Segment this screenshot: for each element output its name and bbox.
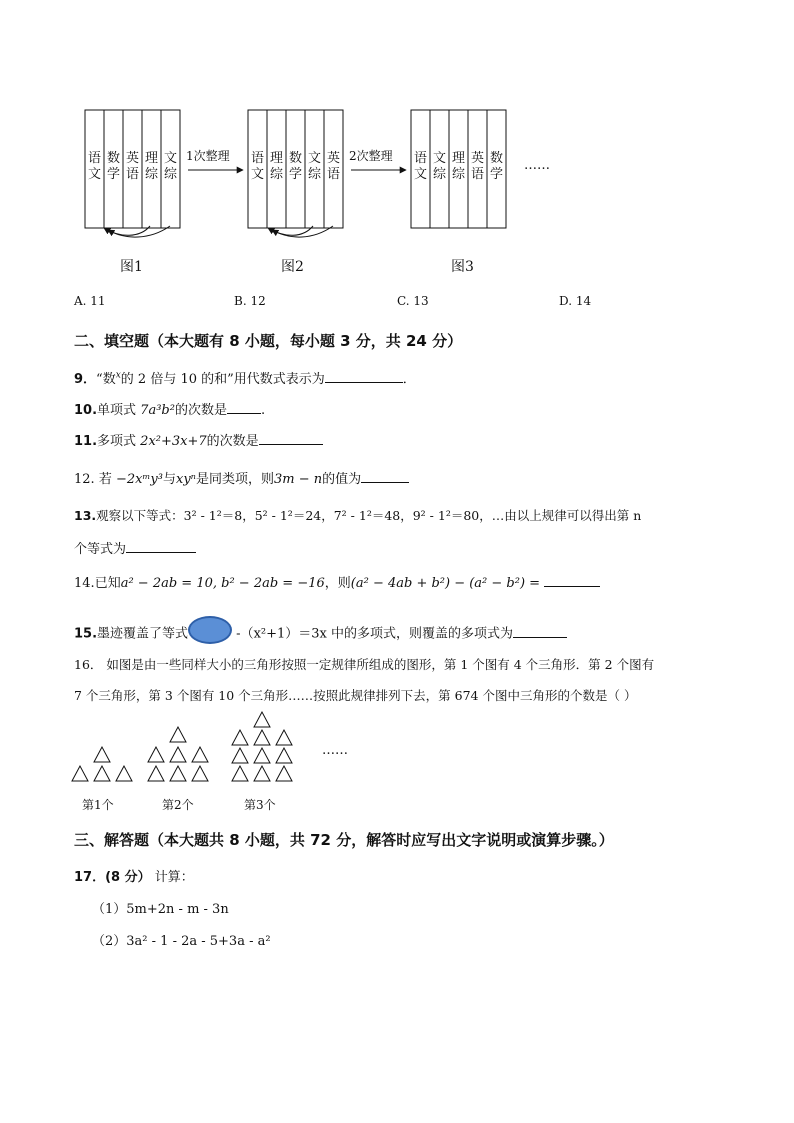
q17-part-1: （1）5m+2n - m - 3n — [92, 902, 229, 917]
q15-number: 15. — [74, 626, 98, 642]
tri-1-1 — [94, 747, 110, 762]
q12-text-d: 的值为 — [322, 472, 362, 487]
q16-number: 16． — [74, 657, 103, 672]
q16-line2: 7 个三角形，第 3 个图有 10 个三角形……按照此规律排列下去，第 674 个图中三角形的个数是（ ） — [74, 688, 637, 703]
option-d[interactable]: D. 14 — [559, 294, 592, 308]
q12-expr3: 3m − n — [273, 472, 323, 487]
tri-3-8 — [232, 766, 248, 781]
q12-expr1: −2xᵐy³ — [115, 472, 163, 487]
book-3-2: 文综 — [432, 151, 446, 182]
caption-fig1: 图1 — [120, 259, 143, 275]
book-1-5: 文综 — [163, 151, 177, 182]
q13-equations: 3² - 1²＝8，5² - 1²＝24，7² - 1²＝48，9² - 1²＝80， — [183, 508, 492, 523]
triangle-figure-2 — [148, 727, 208, 781]
book-1-3: 英语 — [125, 151, 139, 182]
q13-text-b: …由以上规律可以得出第 n — [491, 508, 642, 523]
triangle-figure-3 — [232, 712, 292, 781]
question-13-line2 — [74, 538, 196, 557]
question-16 — [74, 655, 654, 673]
q17-part-2: （2）3a² - 1 - 2a - 5+3a - a² — [92, 934, 271, 949]
book-2-1: 语文 — [250, 151, 264, 182]
q17-text: 计算： — [150, 870, 194, 885]
tri-3-1 — [254, 712, 270, 727]
question-15 — [74, 620, 567, 648]
tri-2-3 — [170, 747, 186, 762]
q13-text-a: 观察以下等式： — [96, 508, 184, 523]
book-2-4: 文综 — [307, 151, 321, 182]
q14-number: 14. — [74, 576, 95, 591]
question-16-line2 — [74, 686, 636, 704]
book-2-5: 英语 — [326, 151, 340, 182]
q10-text-a: 单项式 — [97, 403, 141, 418]
tri-3-5 — [232, 748, 248, 763]
question-14 — [74, 572, 600, 591]
q14-expr: (a² − 4ab + b²) − (a² − b²) = — [350, 576, 541, 591]
q14-text-a: 已知 — [94, 576, 121, 591]
triangle-caption-2: 第2个 — [162, 798, 194, 812]
q11-text-b: 的次数是 — [206, 434, 259, 449]
q12-number: 12. — [74, 472, 95, 487]
tri-3-3 — [254, 730, 270, 745]
tri-1-2 — [72, 766, 88, 781]
q14-condition: a² − 2ab = 10, b² − 2ab = −16 — [120, 576, 325, 591]
q10-end: . — [260, 403, 266, 418]
option-a[interactable]: A. 11 — [74, 294, 106, 308]
question-11 — [74, 430, 323, 449]
q12-text-b: 与 — [162, 472, 176, 487]
q16-line1: 如图是由一些同样大小的三角形按照一定规律所组成的图形，第 1 个图有 4 个三角形．第 2 个图有 — [102, 657, 655, 672]
q12-expr2: xyⁿ — [176, 472, 196, 487]
tri-2-4 — [192, 747, 208, 762]
question-9 — [74, 368, 416, 387]
tri-2-5 — [148, 766, 164, 781]
q14-answer-blank[interactable] — [544, 573, 600, 587]
tri-1-4 — [116, 766, 132, 781]
figure-ellipsis: …… — [524, 158, 550, 173]
q11-text-a: 多项式 — [97, 434, 141, 449]
q10-expr: 7a³b² — [140, 403, 175, 418]
triangle-ellipsis: …… — [322, 743, 348, 758]
book-3-3: 理综 — [451, 151, 465, 182]
tri-3-10 — [276, 766, 292, 781]
question-12 — [74, 468, 409, 487]
q17-number: 17． — [74, 870, 106, 885]
tri-3-6 — [254, 748, 270, 763]
q10-number: 10. — [74, 403, 98, 418]
book-1-2: 数学 — [106, 151, 120, 182]
q11-answer-blank[interactable] — [259, 431, 323, 445]
tri-3-9 — [254, 766, 270, 781]
option-c[interactable]: C. 13 — [397, 294, 429, 308]
section-2-title: 二、填空题（本大题有 8 小题，每小题 3 分，共 24 分） — [74, 332, 463, 350]
q9-end: ． — [402, 372, 416, 387]
book-arrangement-figure — [0, 0, 794, 290]
tri-2-2 — [148, 747, 164, 762]
ink-blot — [188, 616, 232, 644]
book-2-3: 数学 — [288, 151, 302, 182]
tri-1-3 — [94, 766, 110, 781]
book-3-5: 数学 — [489, 151, 503, 182]
tri-2-6 — [170, 766, 186, 781]
q9-number: 9． — [74, 372, 97, 387]
book-2-2: 理综 — [269, 151, 283, 182]
q9-answer-blank[interactable] — [325, 369, 403, 383]
q13-answer-blank[interactable] — [126, 539, 196, 553]
book-1-4: 理综 — [144, 151, 158, 182]
q10-answer-blank[interactable] — [227, 400, 261, 414]
q9-text-b: 的 2 倍与 10 的和”用代数式表示为 — [120, 372, 325, 387]
arrow-2-label: 2次整理 — [349, 149, 393, 163]
triangle-caption-1: 第1个 — [82, 798, 114, 812]
question-10 — [74, 399, 265, 418]
q11-expr: 2x²+3x+7 — [140, 434, 207, 449]
caption-fig3: 图3 — [451, 259, 474, 275]
q11-number: 11. — [74, 434, 98, 449]
q9-var: x — [115, 370, 121, 381]
section-3-title: 三、解答题（本大题共 8 小题，共 72 分，解答时应写出文字说明或演算步骤。） — [74, 831, 614, 849]
q15-answer-blank[interactable] — [513, 624, 567, 638]
tri-2-1 — [170, 727, 186, 742]
q10-text-b: 的次数是 — [174, 403, 227, 418]
triangle-figure-1 — [72, 747, 132, 781]
tri-3-2 — [232, 730, 248, 745]
q12-text-c: 是同类项，则 — [195, 472, 274, 487]
q9-text-a: “数 — [96, 372, 116, 387]
book-1-1: 语文 — [87, 151, 101, 182]
option-b[interactable]: B. 12 — [234, 294, 266, 308]
triangle-caption-3: 第3个 — [244, 798, 276, 812]
tri-2-7 — [192, 766, 208, 781]
tri-3-4 — [276, 730, 292, 745]
caption-fig2: 图2 — [281, 259, 304, 275]
question-13 — [74, 506, 641, 524]
arrow-1-label: 1次整理 — [186, 149, 230, 163]
tri-3-7 — [276, 748, 292, 763]
q15-text-b: -（x²+1）＝3x 中的多项式，则覆盖的多项式为 — [232, 626, 514, 642]
book-3-1: 语文 — [413, 151, 427, 182]
q12-answer-blank[interactable] — [361, 469, 409, 483]
question-17 — [74, 866, 194, 885]
q15-text-a: 墨迹覆盖了等式 — [97, 626, 189, 642]
q17-score: (8 分） — [105, 870, 151, 885]
book-3-4: 英语 — [470, 151, 484, 182]
q13-line2: 个等式为 — [74, 542, 127, 557]
q13-number: 13. — [74, 508, 97, 523]
q12-text-a: 若 — [94, 472, 116, 487]
q14-text-b: ，则 — [324, 576, 351, 591]
